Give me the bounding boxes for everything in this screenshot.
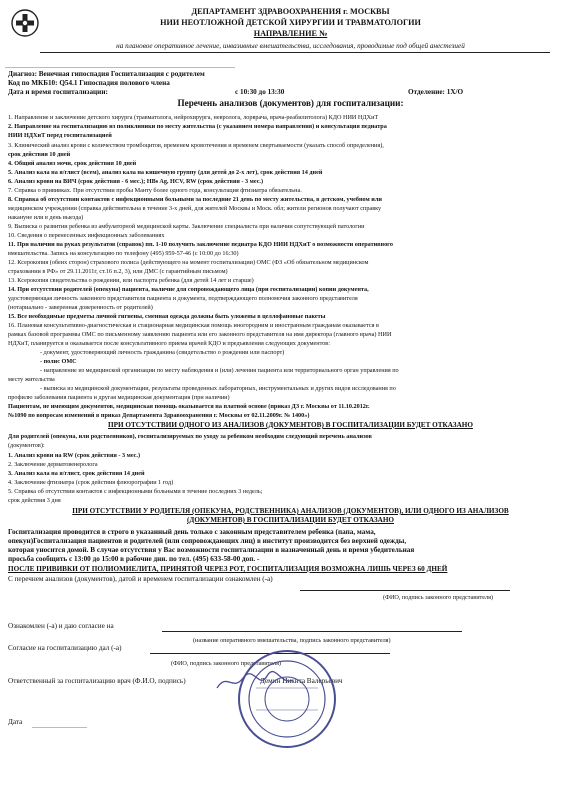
document-subtitle: на плановое оперативное лечение, инвазивные вмешательства, исследования, проводимые под общей анестезией (116, 42, 465, 50)
admission-date-label: Дата и время госпитализации: (8, 88, 108, 96)
list-line-16g: месту жительства (8, 376, 55, 383)
icd-code: Код по МКБ10: Q54.1 Гипоспадия полового члена (8, 79, 170, 87)
list-line-3: 3. Клинический анализ крови с количеством тромбоцитов, временем кровотечения и временем свертываемости (указать способ определения), (8, 142, 384, 149)
list-line-8b: медицинском учреждении (справка действительна в течение 3-х дней, для жителей Москвы и Моск. обл; жители регионов получают справку (8, 205, 382, 212)
parents-item-4: 4. Заключение фтизиатра (срок действия флюорографии 1 год) (8, 479, 174, 486)
redacted-date (32, 713, 87, 728)
admission-rule-4: просьба сообщить с 13:00 до 15:00 в рабочие дни. по тел. (495) 633-58-00 доп. - (8, 555, 260, 563)
agree-line (162, 631, 462, 632)
parents-item-1: 1. Анализ крови на RW (срок действия - 3 мес.) (8, 452, 141, 459)
fio-caption: (ФИО, подпись законного представителя) (383, 594, 493, 601)
list-line-3b: срок действия 10 дней (8, 151, 71, 158)
department-heading: ДЕПАРТАМЕНТ ЗДРАВООХРАНЕНИЯ г. МОСКВЫ (191, 7, 390, 16)
list-line-16b: рамках базовой программы ОМС по письменному заявлению пациента или его законного представителя на имя директора (главного врача) НИИ (8, 331, 392, 338)
list-line-1: 1. Направление и заключение детского хирурга (травматолога, нейрохирурга, невролога, лорврача, врача-реабилитолога) КДО НИИ НДХиТ (8, 114, 379, 121)
list-line-16e: - полис ОМС (40, 358, 77, 365)
list-line-16h: - выписка из медицинской документации, результаты проведенных лабораторных, инструментальных и других видов исследования по (40, 385, 396, 392)
doctor-label: Ответственный за госпитализацию врач (Ф.И.О, подпись) (8, 677, 186, 685)
parents-item-3: 3. Анализ кала на я/глист, срок действия 14 дней (8, 470, 145, 477)
list-line-10: 10. Сведения о перенесенных инфекционных заболеваниях (8, 232, 165, 239)
parents-list-intro-b: (документов): (8, 442, 45, 449)
list-line-16f: - направление из медицинской организации по месту наблюдения и (или) лечения пациента или территориального орган управления по (40, 367, 399, 374)
consent-label: Согласие на госпитализацию дал (-а) (8, 644, 122, 652)
refusal-warning-2b: (ДОКУМЕНТОВ) В ГОСПИТАЛИЗАЦИИ БУДЕТ ОТКАЗАНО (186, 516, 395, 524)
list-line-11b: вмешательства. Запись на консультацию по телефону (495) 959-57-46 (с 10:00 до 16:30) (8, 250, 239, 257)
list-line-paid-b: №1090 по вопросам изменений в приказ Департамента Здравоохранения г. Москвы от 02.11.2009г. № 1400») (8, 412, 310, 419)
list-line-9: 9. Выписка о развитии ребенка из амбулаторной медицинской карты. Заключение специалиста при наличии сопутствующей патологии (8, 223, 365, 230)
agree-label: Ознакомлен (-а) и даю согласие на (8, 622, 114, 630)
fio-line (300, 590, 510, 591)
list-line-12b: страховании в РФ» от 29.11.2011г, ст.16 п.2, 3), или ДМС (с гарантийным письмом) (8, 268, 228, 275)
list-line-16c: НДХиТ, планируется и оказывается после консультативного приема врачей КДО и предъявления следующих документов: (8, 340, 330, 347)
parents-item-2: 2. Заключение дерматовенеролога (8, 461, 98, 468)
title-rule (40, 52, 550, 53)
admission-time: с 10:30 до 13:30 (235, 88, 285, 96)
document-title: НАПРАВЛЕНИЕ № (253, 29, 328, 38)
acknowledgement: С перечнем анализов (документов), датой и временем госпитализации ознакомлен (-а) (8, 575, 273, 583)
parents-list-intro: Для родителей (опекуна, или родственников), госпитализируемых по уходу за ребенком необходим следующий перечень анализов (8, 433, 372, 440)
admission-rule-2: опекун)Госпитализация пациентов и родителей (или сопровождающих лиц) в институт производится без верхней одежды, (8, 537, 407, 545)
institute-heading: НИИ НЕОТЛОЖНОЙ ДЕТСКОЙ ХИРУРГИИ И ТРАВМАТОЛОГИИ (160, 18, 421, 27)
parents-item-5: 5. Справка об отсутствии контактов с инфекционными больными в течение последних 3 недель; (8, 488, 263, 495)
list-line-11: 11. При наличии на руках результатов (справок) пп. 1-10 получить заключение педиатра КДО НИИ НДХиТ о возможности оперативного (8, 241, 393, 248)
list-line-15: 15. Все необходимые предметы личной гигиены, сменная одежда должны быть уложены в целлофановые пакеты (8, 313, 326, 320)
admission-rule-1: Госпитализация проводится в строго в указанный день только с законным представителем ребенка (папа, мама, (8, 528, 376, 536)
polio-warning: ПОСЛЕ ПРИВИВКИ ОТ ПОЛИОМИЕЛИТА, ПРИНЯТОЙ ЧЕРЕЗ РОТ, ГОСПИТАЛИЗАЦИЯ ВОЗМОЖНА ЛИШЬ ЧЕРЕЗ 60 ДНЕЙ (8, 565, 448, 573)
list-line-16: 16. Плановая консультативно-диагностическая и стационарная медицинская помощь иногородним и иностранным гражданам оказывается в (8, 322, 379, 329)
list-line-8: 8. Справка об отсутствии контактов с инфекционными больными за последние 21 день по месту жительства, в детском, учебном или (8, 196, 382, 203)
department-unit: Отделение: 1Х/О (408, 88, 464, 96)
list-line-13: 13. Ксерокопия свидетельства о рождении, или паспорта ребенка (для детей 14 лет и старше) (8, 277, 254, 284)
list-line-8c: накануне или в день выезда) (8, 214, 84, 221)
list-line-2b: НИИ НДХиТ перед госпитализацией (8, 132, 112, 139)
list-line-2: 2. Направление на госпитализацию из поликлиники по месту жительства (с указанием номера направления) и консультация педиатра (8, 123, 387, 130)
list-line-14: 14. При отсутствии родителей (опекуна) пациента, наличие для сопровождающего лица (при госпитализации) копии документа, (8, 286, 369, 293)
list-line-6: 6. Анализ крови на ВИЧ (срок действия - 6 мес.); HBs Ag, HCV, RW (срок действия - 3 мес.) (8, 178, 264, 185)
list-line-14c: (нотариально - заверенная доверенность от родителей) (8, 304, 153, 311)
redacted-patient-name (5, 55, 235, 68)
list-line-4: 4. Общий анализ мочи, срок действия 10 дней (8, 160, 137, 167)
diagnosis: Диагноз: Венечная гипоспадия Госпитализация с родителем (8, 70, 205, 78)
list-line-14b: удостоверяющая личность законного представителя пациента и документа, подтверждающего полномочия законного представителя (8, 295, 358, 302)
list-line-12: 12. Ксерокопия (обеих сторон) страхового полиса (действующего на момент госпитализации) ОМС (ФЗ «Об обязательном медицинском (8, 259, 369, 266)
parents-item-5b: срок действия 3 дня (8, 497, 61, 504)
consent-caption: (ФИО, подпись законного представителя) (171, 660, 281, 667)
list-title: Перечень анализов (документов) для госпитализации: (177, 98, 404, 108)
doctor-signature (215, 668, 295, 694)
list-line-paid: Пациентам, не имеющим документов, медицинская помощь оказывается на платной основе (приказ ДЗ г. Москвы от 11.10.2012г. (8, 403, 370, 410)
official-stamp (236, 648, 338, 750)
refusal-warning-1: ПРИ ОТСУТСТВИИ ОДНОГО ИЗ АНАЛИЗОВ (ДОКУМЕНТОВ) В ГОСПИТАЛИЗАЦИИ БУДЕТ ОТКАЗАНО (108, 421, 473, 429)
list-line-16i: профилю заболевания пациента и другая медицинская документация (при наличии) (8, 394, 230, 401)
list-line-7: 7. Справка о прививках. При отсутствии пробы Манту более одного года, консультация фтизиатра обязательна. (8, 187, 302, 194)
doctor-name: Демин Никита Валерьевич (260, 677, 343, 685)
agree-caption: (название оперативного вмешательства, подпись законного представителя) (193, 637, 391, 644)
date-label: Дата (8, 718, 23, 726)
refusal-warning-2: ПРИ ОТСУТСТВИИ У РОДИТЕЛЯ (ОПЕКУНА, РОДСТВЕННИКА) АНАЛИЗОВ (ДОКУМЕНТОВ), ИЛИ ОДНОГО ИЗ АНАЛИЗОВ (72, 507, 509, 515)
list-line-5: 5. Анализ кала на я/глист (всем), анализ кала на кишечную группу (для детей до 2-х лет), срок действия 14 дней (8, 169, 323, 176)
list-line-16d: - документ, удостоверяющий личность гражданина (свидетельство о рождении или паспорт) (40, 349, 285, 356)
admission-rule-3: которая уносится домой. В случае отсутствия у Вас возможности госпитализации в назначенный день и время убедительная (8, 546, 415, 554)
